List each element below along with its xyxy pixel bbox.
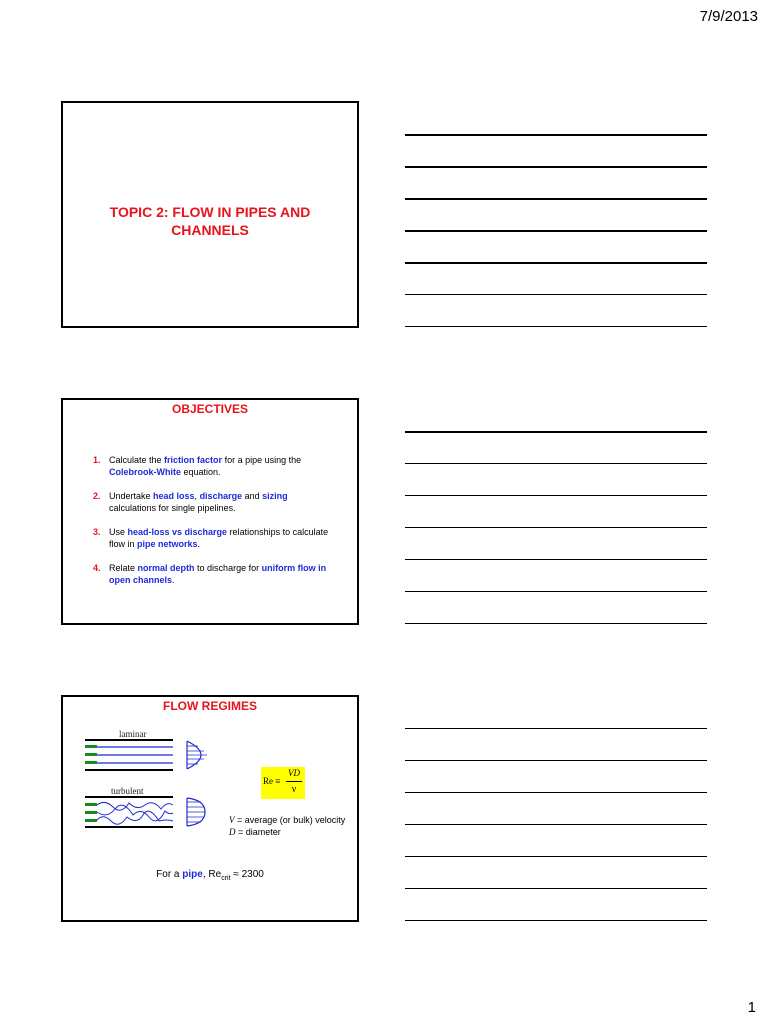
reynolds-equation [261, 767, 305, 799]
slide-objectives [61, 398, 359, 625]
recrit-re: , Re [202, 869, 222, 880]
objective-item [91, 562, 333, 586]
flow-regime-diagram [81, 735, 241, 835]
laminar-label: laminar [119, 729, 147, 739]
flow-regimes-heading: FLOW REGIMES [163, 699, 257, 713]
slide-title [61, 101, 359, 328]
velocity-symbol: V [229, 815, 235, 825]
objective-item [91, 526, 333, 550]
slide-flow-regimes [61, 695, 359, 922]
header-date: 7/9/2013 [699, 8, 758, 25]
objective-number: 2. [93, 491, 101, 501]
critical-reynolds-note [63, 869, 357, 882]
recrit-value: ≈ 2300 [230, 869, 264, 880]
variable-definitions [229, 814, 345, 838]
objective-text: for a pipe using the [222, 455, 302, 465]
recrit-pipe: pipe [182, 869, 203, 880]
objective-text: Use [109, 527, 128, 537]
laminar-pipe-diagram [85, 740, 207, 770]
objective-keyword: normal depth [137, 563, 195, 573]
objective-number: 4. [93, 563, 101, 573]
objective-keyword: friction factor [164, 455, 223, 465]
objective-text: equation. [181, 467, 221, 477]
objective-text: and [242, 491, 263, 501]
objective-text: to discharge for [194, 563, 262, 573]
objective-text: . [197, 539, 201, 549]
turbulent-label: turbulent [111, 786, 144, 796]
objective-keyword: head loss [153, 491, 195, 501]
objective-number: 1. [93, 455, 101, 465]
objectives-list [91, 454, 333, 598]
objective-keyword: head-loss vs discharge [127, 527, 228, 537]
objective-keyword: Colebrook-White [109, 467, 181, 477]
objective-text: Calculate the [109, 455, 165, 465]
objective-text: Undertake [109, 491, 154, 501]
slide-title-text: TOPIC 2: FLOW IN PIPES AND CHANNELS [109, 204, 311, 238]
recrit-prefix: For a [156, 869, 183, 880]
diameter-definition: = diameter [235, 827, 281, 837]
objective-item [91, 454, 333, 478]
objectives-heading: OBJECTIVES [171, 402, 249, 416]
objective-keyword: sizing [262, 491, 288, 501]
objective-keyword: pipe networks [137, 539, 198, 549]
objective-keyword: discharge [199, 491, 243, 501]
objective-text: Relate [109, 563, 138, 573]
objective-text: calculations for single pipelines. [109, 503, 236, 513]
page-number: 1 [747, 999, 756, 1016]
reynolds-denominator: ν [291, 784, 297, 795]
objective-keyword: uniform flow in open channels [109, 563, 327, 585]
reynolds-lhs: Re ≡ [263, 776, 281, 786]
objective-text: relationships to calculate flow in [109, 527, 329, 549]
objective-text: . [172, 575, 175, 585]
reynolds-numerator: VD [288, 768, 300, 778]
objective-item [91, 490, 333, 514]
fraction-bar [286, 781, 302, 782]
objective-text: , [194, 491, 200, 501]
velocity-definition: = average (or bulk) velocity [234, 815, 346, 825]
recrit-subscript: crit [221, 875, 231, 882]
turbulent-pipe-diagram [85, 797, 205, 827]
objective-number: 3. [93, 527, 101, 537]
diameter-symbol: D [229, 827, 236, 837]
